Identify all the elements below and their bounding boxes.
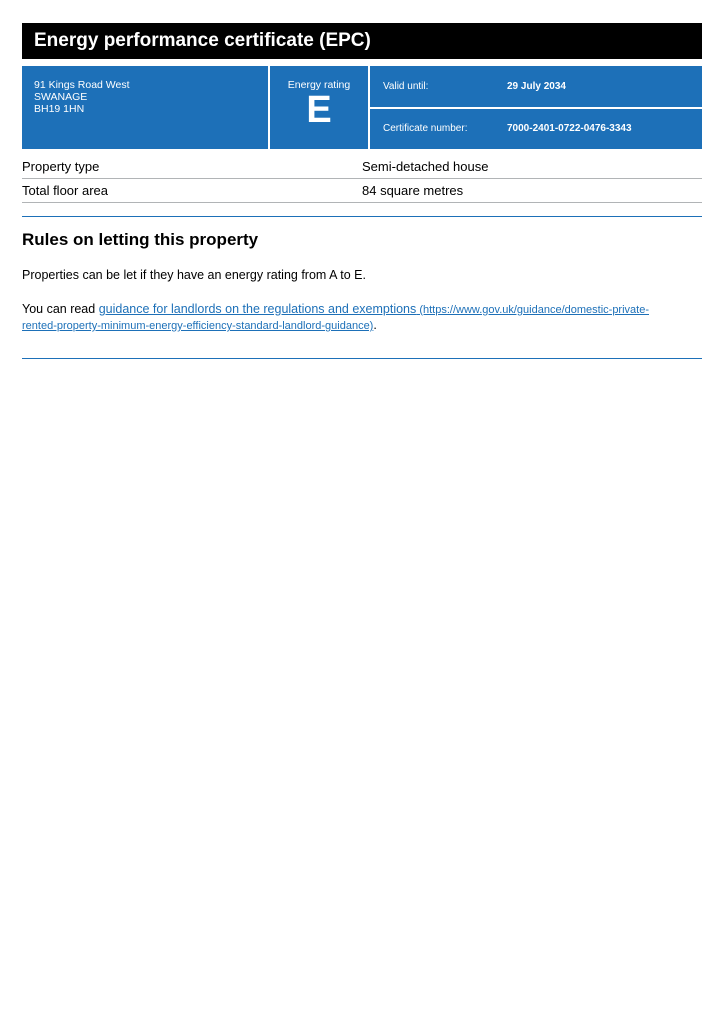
valid-until-row	[370, 66, 702, 107]
energy-rating-label: Energy rating	[287, 79, 351, 91]
epc-page	[22, 23, 702, 359]
guidance-suffix: .	[373, 318, 377, 332]
section-divider	[22, 358, 702, 359]
certificate-number-value: 7000-2401-0722-0476-3343	[507, 123, 632, 135]
guidance-link[interactable]: guidance for landlords on the regulations and exemptions	[98, 302, 417, 316]
property-address	[22, 66, 268, 149]
energy-rating-box	[270, 66, 368, 149]
address-line-3: BH19 1HN	[34, 103, 85, 115]
guidance-prefix: You can read	[22, 302, 99, 316]
energy-rating-value: E	[306, 89, 332, 131]
certificate-summary	[22, 66, 702, 149]
certificate-details	[370, 66, 702, 149]
guidance-link-url[interactable]: (https://www.gov.uk/guidance/domestic-private-	[416, 304, 649, 316]
valid-until-label: Valid until:	[383, 80, 429, 92]
rules-heading: Rules on letting this property	[22, 230, 259, 249]
property-type-label: Property type	[22, 159, 100, 174]
section-divider	[22, 216, 702, 217]
certificate-number-label: Certificate number:	[383, 123, 468, 135]
floor-area-value: 84 square metres	[362, 183, 464, 198]
valid-until-value: 29 July 2034	[507, 80, 566, 92]
guidance-paragraph	[22, 302, 702, 334]
certificate-number-row	[370, 109, 702, 150]
address-line-2: SWANAGE	[34, 91, 88, 103]
floor-area-label: Total floor area	[22, 183, 108, 198]
rules-paragraph: Properties can be let if they have an energy rating from A to E.	[22, 268, 366, 282]
table-row	[22, 156, 702, 179]
address-line-1: 91 Kings Road West	[34, 79, 130, 91]
page-title: Energy performance certificate (EPC)	[22, 23, 702, 59]
guidance-link-url-continued[interactable]: rented-property-minimum-energy-efficiency-standard-landlord-guidance)	[22, 320, 374, 332]
property-type-value: Semi-detached house	[362, 159, 489, 174]
property-details-table	[22, 156, 702, 203]
table-row	[22, 180, 702, 203]
